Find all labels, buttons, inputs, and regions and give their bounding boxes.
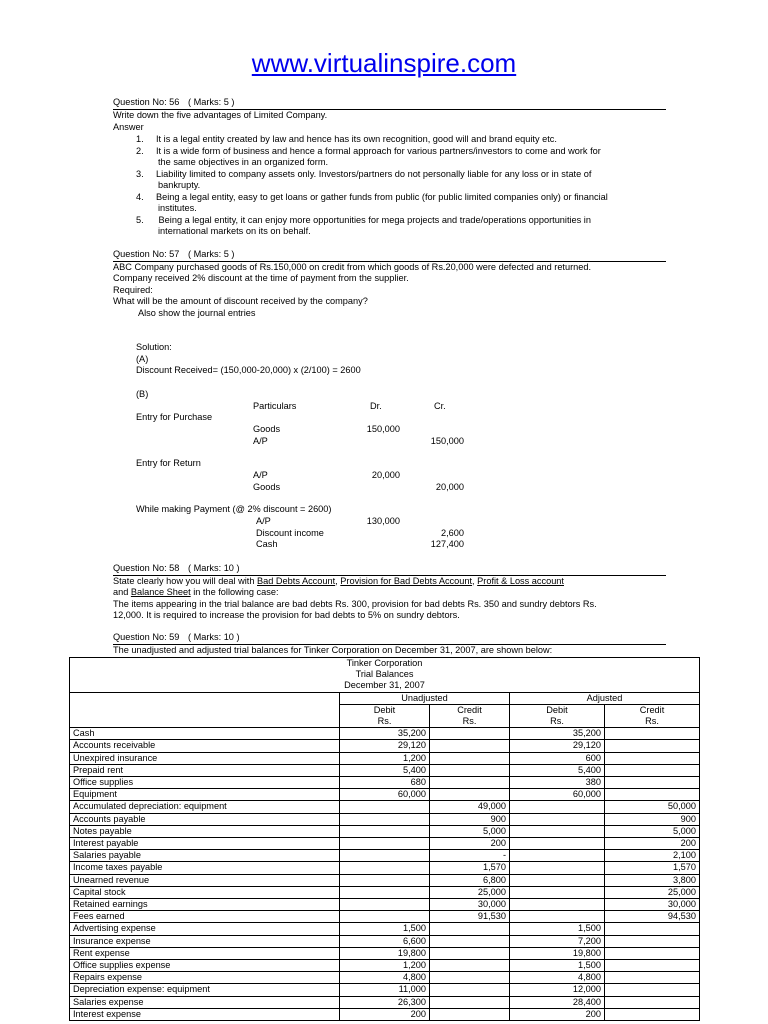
profit-loss-term: Profit & Loss account [477,576,564,586]
bad-debts-account-term: Bad Debts Account [257,576,336,586]
adjusted-debit [510,850,605,862]
solution-label: Solution: [136,342,172,352]
adjusted-credit [605,984,700,996]
adjusted-credit: 2,100 [605,850,700,862]
answer-item [136,134,608,146]
unadjusted-credit: 200 [430,838,510,850]
question-marks: ( Marks: 10 ) [187,632,240,642]
unadjusted-debit: 680 [340,777,430,789]
adjusted-debit [510,899,605,911]
unadjusted-credit: 49,000 [430,801,510,813]
adjusted-debit: 5,400 [510,764,605,776]
journal-debit: 150,000 [366,424,400,434]
adjusted-credit [605,947,700,959]
item-number: 3. [136,168,144,179]
item-text-cont: the same objectives in an organized form. [158,157,329,167]
account-name: Interest payable [70,838,340,850]
rs-header: Rs. [510,716,605,728]
unadjusted-debit [340,801,430,813]
unadjusted-credit [430,728,510,740]
unadjusted-credit: 900 [430,813,510,825]
account-name: Retained earnings [70,899,340,911]
adjusted-credit: 50,000 [605,801,700,813]
adjusted-debit: 4,800 [510,972,605,984]
question-57-ask-1: What will be the amount of discount received by the company? [113,296,368,306]
question-marks: ( Marks: 10 ) [187,563,240,573]
site-link[interactable]: www.virtualinspire.com [251,48,517,78]
table-row [70,960,700,972]
adjusted-debit [510,838,605,850]
adjusted-credit: 900 [605,813,700,825]
adjusted-credit: 30,000 [605,899,700,911]
unadjusted-debit: 200 [340,1008,430,1020]
unadjusted-credit: 25,000 [430,886,510,898]
question-56-header [113,97,666,110]
question-57-text-line-1: ABC Company purchased goods of Rs.150,000 on credit from which goods of Rs.20,000 were defected and returned. [113,262,592,272]
entry-return-label: Entry for Return [136,458,201,468]
unadjusted-credit [430,777,510,789]
adjusted-credit [605,728,700,740]
answer-list [136,134,608,238]
table-row [70,740,700,752]
question-label: Question No: 59 [113,632,180,642]
question-57-header [113,249,666,262]
journal-credit: 127,400 [430,539,464,549]
balance-sheet-term: Balance Sheet [130,587,191,597]
table-row [70,1008,700,1020]
question-58-line-4: 12,000. It is required to increase the provision for bad debts to 5% on sundry debtors. [113,610,460,620]
unadjusted-credit [430,764,510,776]
table-title-row [70,669,700,680]
adjusted-debit: 380 [510,777,605,789]
question-58-header [113,563,666,576]
account-name: Depreciation expense: equipment [70,984,340,996]
table-row [70,899,700,911]
account-name: Unexpired insurance [70,752,340,764]
blank-cell [70,704,340,716]
entry-payment-label: While making Payment (@ 2% discount = 2600) [136,504,332,514]
unadjusted-header: Unadjusted [340,692,510,704]
adjusted-credit: 5,000 [605,825,700,837]
discount-calculation: Discount Received= (150,000-20,000) x (2/100) = 2600 [136,365,361,375]
answer-item [136,169,608,192]
item-text: Being a legal entity, easy to get loans or gather funds from public (for public limited companies only) or financial [156,191,608,202]
adjusted-debit: 600 [510,752,605,764]
table-col-header [70,704,700,716]
account-name: Accounts receivable [70,740,340,752]
rs-header: Rs. [430,716,510,728]
blank-cell [70,692,340,704]
adjusted-debit: 12,000 [510,984,605,996]
adjusted-debit: 29,120 [510,740,605,752]
account-name: Rent expense [70,947,340,959]
text: , [335,576,341,586]
unadjusted-debit: 1,200 [340,752,430,764]
unadjusted-debit [340,813,430,825]
journal-account: Goods [253,424,281,434]
table-row [70,947,700,959]
adjusted-credit: 200 [605,838,700,850]
table-row [70,789,700,801]
table-row [70,838,700,850]
account-name: Repairs expense [70,972,340,984]
col-particulars: Particulars [253,401,297,411]
unadjusted-credit [430,984,510,996]
unadjusted-credit [430,960,510,972]
adjusted-debit: 35,200 [510,728,605,740]
table-row [70,984,700,996]
adjusted-credit [605,923,700,935]
item-text: It is a wide form of business and hence a formal approach for various partners/investors to come and work for [156,145,601,156]
unadjusted-debit: 4,800 [340,972,430,984]
question-marks: ( Marks: 5 ) [187,97,235,107]
table-row [70,752,700,764]
unadjusted-credit [430,740,510,752]
journal-credit: 150,000 [430,435,464,446]
adjusted-debit: 1,500 [510,923,605,935]
adjusted-debit [510,801,605,813]
required-label: Required: [113,285,153,295]
table-group-header [70,692,700,704]
question-label: Question No: 56 [113,97,180,107]
account-name: Accounts payable [70,813,340,825]
adjusted-credit [605,996,700,1008]
question-56-prompt: Write down the five advantages of Limited Company. [113,110,328,120]
rs-header: Rs. [340,716,430,728]
unadjusted-debit [340,911,430,923]
question-58-line-3: The items appearing in the trial balance are bad debts Rs. 300, provision for bad debts Rs. 350 and sundry debtors Rs. [113,599,597,609]
unadjusted-debit: 5,400 [340,764,430,776]
table-row [70,935,700,947]
text: in the following case: [190,587,279,597]
table-col-header [70,716,700,728]
journal-account: Discount income [256,527,324,538]
company-name: Tinker Corporation [70,658,700,670]
unadjusted-credit [430,923,510,935]
adjusted-debit: 19,800 [510,947,605,959]
col-dr: Dr. [370,401,382,411]
adjusted-debit [510,825,605,837]
answer-label: Answer [113,122,144,132]
adjusted-debit: 200 [510,1008,605,1020]
account-name: Prepaid rent [70,764,340,776]
account-name: Office supplies expense [70,960,340,972]
table-row [70,764,700,776]
item-number: 5. [136,214,144,225]
adjusted-credit: 94,530 [605,911,700,923]
credit-header: Credit [430,704,510,716]
provision-term: Provision for Bad Debts Account [340,576,473,586]
table-row [70,911,700,923]
rs-header: Rs. [605,716,700,728]
adjusted-debit [510,813,605,825]
adjusted-credit [605,960,700,972]
item-text-cont: international markets on its on behalf. [158,226,311,236]
item-number: 2. [136,145,144,156]
table-row [70,874,700,886]
adjusted-credit [605,740,700,752]
question-59-prompt: The unadjusted and adjusted trial balances for Tinker Corporation on December 31, 2007, are shown below: [113,645,553,655]
table-date: December 31, 2007 [70,680,700,692]
account-name: Accumulated depreciation: equipment [70,801,340,813]
journal-credit: 2,600 [441,527,464,538]
debit-header: Debit [340,704,430,716]
unadjusted-debit: 29,120 [340,740,430,752]
table-title: Trial Balances [70,669,700,680]
part-b-label: (B) [136,389,149,399]
journal-debit: 130,000 [366,516,400,526]
unadjusted-credit: 1,570 [430,862,510,874]
account-name: Advertising expense [70,923,340,935]
account-name: Notes payable [70,825,340,837]
unadjusted-debit: 60,000 [340,789,430,801]
debit-header: Debit [510,704,605,716]
answer-item [136,192,608,215]
question-58-line-2 [113,587,279,599]
blank-cell [70,716,340,728]
question-label: Question No: 58 [113,563,180,573]
item-text-cont: institutes. [158,203,197,213]
adjusted-credit [605,789,700,801]
table-row [70,862,700,874]
unadjusted-credit [430,752,510,764]
trial-balance-table [69,657,700,1021]
item-text: Liability limited to company assets only. Investors/partners do not personally liable for any loss or in state of [156,168,592,179]
unadjusted-credit [430,972,510,984]
table-row [70,886,700,898]
account-name: Capital stock [70,886,340,898]
table-row [70,801,700,813]
unadjusted-debit [340,874,430,886]
question-label: Question No: 57 [113,249,180,259]
adjusted-debit: 60,000 [510,789,605,801]
answer-item [136,215,608,238]
adjusted-credit: 25,000 [605,886,700,898]
adjusted-credit [605,935,700,947]
table-title-row [70,680,700,692]
unadjusted-debit [340,838,430,850]
text: , [472,576,478,586]
unadjusted-debit: 1,200 [340,960,430,972]
text: and [113,587,131,597]
unadjusted-debit [340,886,430,898]
unadjusted-debit: 11,000 [340,984,430,996]
adjusted-debit [510,862,605,874]
answer-item [136,146,608,169]
adjusted-credit: 1,570 [605,862,700,874]
table-row [70,972,700,984]
account-name: Insurance expense [70,935,340,947]
journal-credit: 20,000 [435,481,464,492]
table-row [70,825,700,837]
journal-debit: 20,000 [371,470,400,480]
adjusted-debit: 28,400 [510,996,605,1008]
unadjusted-debit: 26,300 [340,996,430,1008]
unadjusted-debit [340,825,430,837]
unadjusted-credit: 30,000 [430,899,510,911]
unadjusted-debit [340,850,430,862]
adjusted-credit [605,752,700,764]
account-name: Salaries expense [70,996,340,1008]
table-row [70,813,700,825]
adjusted-credit [605,1008,700,1020]
adjusted-credit: 3,800 [605,874,700,886]
unadjusted-debit: 35,200 [340,728,430,740]
question-57-text-line-2: Company received 2% discount at the time of payment from the supplier. [113,273,409,283]
part-a-label: (A) [136,354,149,364]
table-row [70,728,700,740]
account-name: Office supplies [70,777,340,789]
account-name: Cash [70,728,340,740]
account-name: Salaries payable [70,850,340,862]
journal-account: Goods [253,481,281,492]
unadjusted-credit [430,789,510,801]
adjusted-debit [510,911,605,923]
unadjusted-credit: 91,530 [430,911,510,923]
account-name: Fees earned [70,911,340,923]
account-name: Equipment [70,789,340,801]
item-number: 4. [136,191,144,202]
adjusted-debit: 7,200 [510,935,605,947]
question-59-header [113,632,666,645]
question-57-ask-2: Also show the journal entries [138,308,256,318]
unadjusted-credit: - [430,850,510,862]
account-name: Unearned revenue [70,874,340,886]
unadjusted-debit: 6,600 [340,935,430,947]
item-text: It is a legal entity created by law and hence has its own recognition, good will and brand equity etc. [156,134,557,144]
question-marks: ( Marks: 5 ) [187,249,235,259]
journal-account: A/P [253,470,268,480]
item-text: Being a legal entity, it can enjoy more opportunities for mega projects and trade/operations opportunities in [156,214,591,225]
unadjusted-debit [340,899,430,911]
unadjusted-debit: 1,500 [340,923,430,935]
adjusted-header: Adjusted [510,692,700,704]
unadjusted-credit [430,947,510,959]
item-number: 1. [136,134,144,144]
adjusted-debit [510,886,605,898]
table-row [70,850,700,862]
unadjusted-credit: 6,800 [430,874,510,886]
unadjusted-credit: 5,000 [430,825,510,837]
adjusted-credit [605,764,700,776]
adjusted-debit: 1,500 [510,960,605,972]
question-58-line-1 [113,576,564,588]
unadjusted-credit [430,935,510,947]
journal-account: A/P [256,516,271,526]
adjusted-credit [605,972,700,984]
adjusted-debit [510,874,605,886]
unadjusted-credit [430,1008,510,1020]
col-cr: Cr. [434,401,446,411]
table-row [70,923,700,935]
account-name: Interest expense [70,1008,340,1020]
account-name: Income taxes payable [70,862,340,874]
credit-header: Credit [605,704,700,716]
journal-account: A/P [253,435,268,446]
table-row [70,996,700,1008]
adjusted-credit [605,777,700,789]
item-text-cont: bankrupty. [158,180,201,190]
text: State clearly how you will deal with [113,576,258,586]
journal-account: Cash [256,539,278,549]
unadjusted-debit: 19,800 [340,947,430,959]
table-title-row [70,658,700,670]
table-row [70,777,700,789]
entry-purchase-label: Entry for Purchase [136,412,213,422]
unadjusted-debit [340,862,430,874]
unadjusted-credit [430,996,510,1008]
